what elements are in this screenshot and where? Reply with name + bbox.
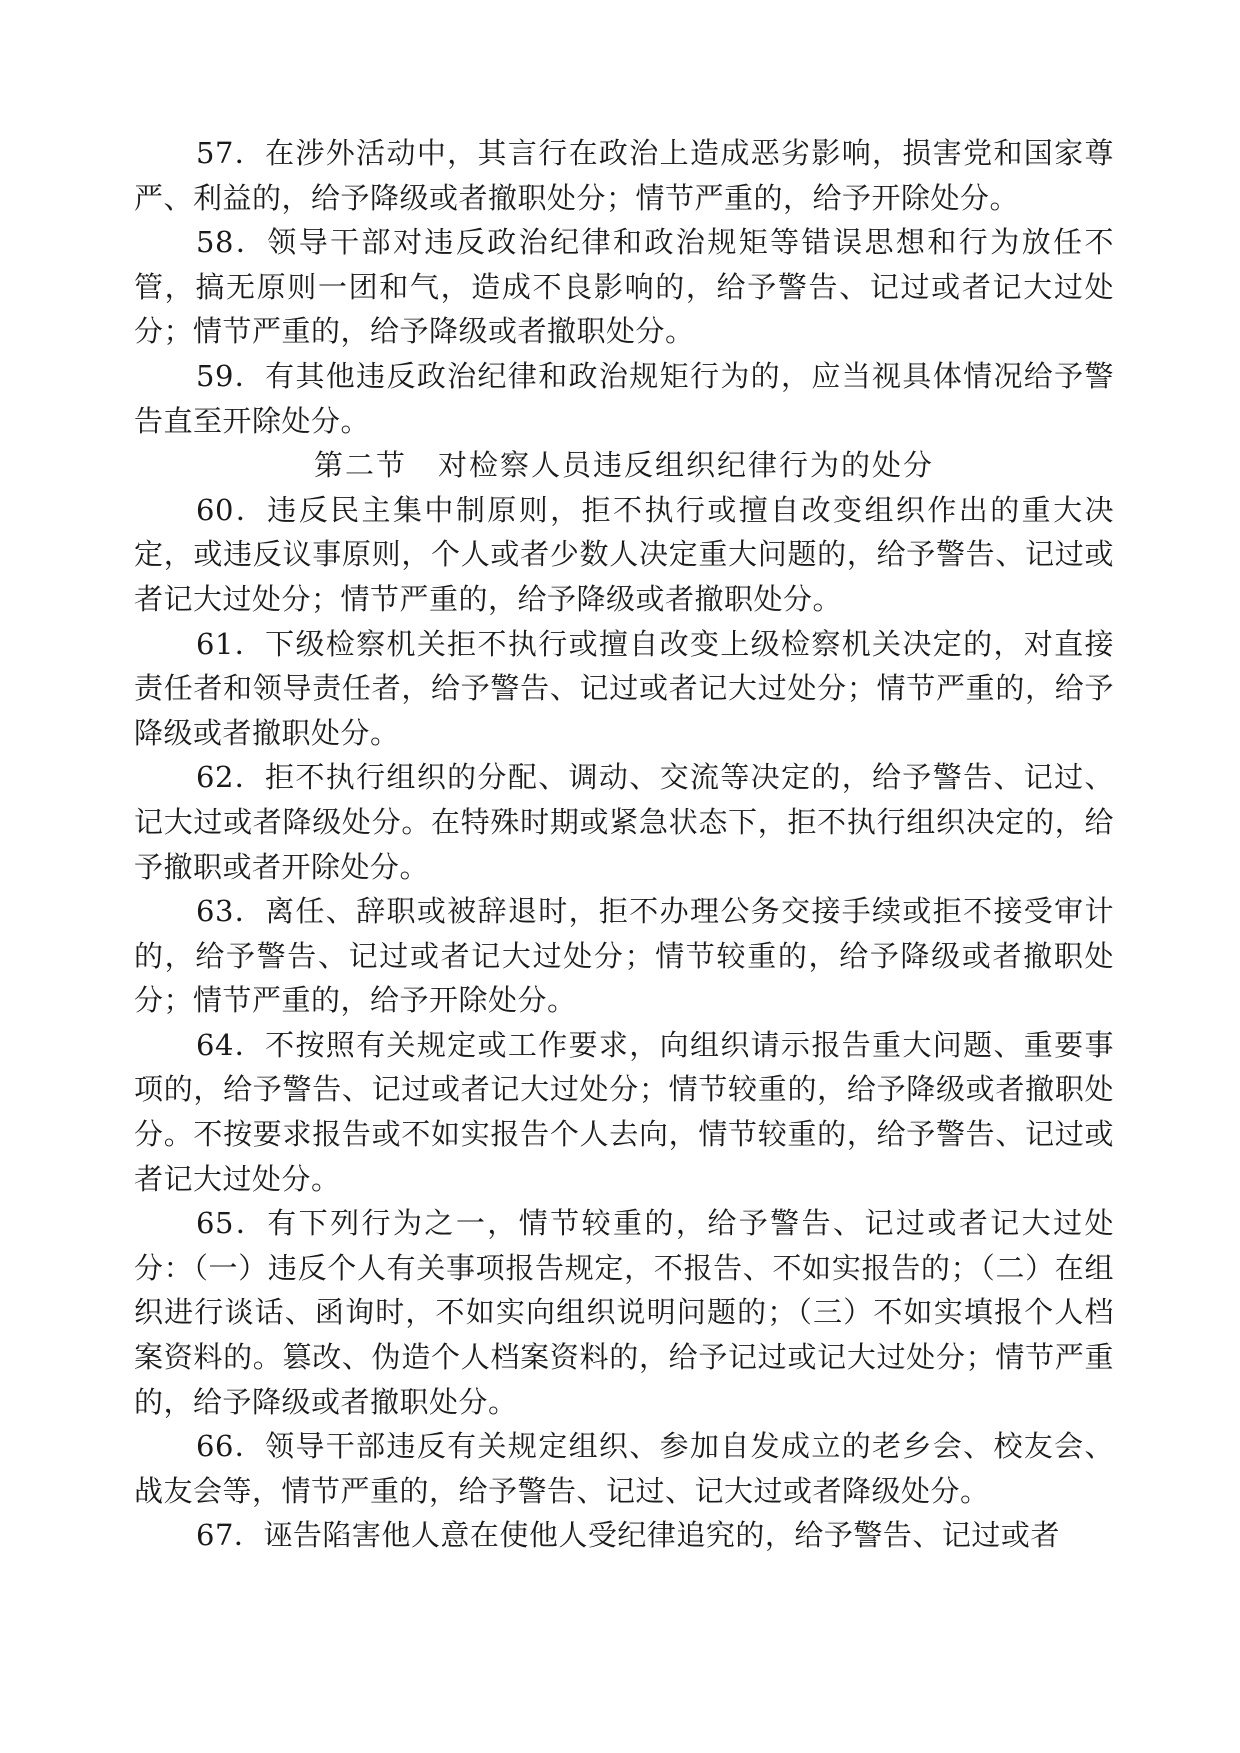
article-65: 65．有下列行为之一，情节较重的，给予警告、记过或者记大过处分：（一）违反个人有关事项报告规定，不报告、不如实报告的；（二）在组织进行谈话、函询时，不如实向组织说明问题的；（三）不如实填报个人档案资料的。篡改、伪造个人档案资料的，给予记过或记大过处分；情节严重的，给予降级或者撤职处分。: [134, 1206, 1114, 1419]
article-61: 61．下级检察机关拒不执行或擅自改变上级检察机关决定的，对直接责任者和领导责任者，给予警告、记过或者记大过处分；情节严重的，给予降级或者撤职处分。: [134, 626, 1114, 750]
article-63: 63．离任、辞职或被辞退时，拒不办理公务交接手续或拒不接受审计的，给予警告、记过或者记大过处分；情节较重的，给予降级或者撤职处分；情节严重的，给予开除处分。: [134, 894, 1114, 1018]
article-57: 57．在涉外活动中，其言行在政治上造成恶劣影响，损害党和国家尊严、利益的，给予降级或者撤职处分；情节严重的，给予开除处分。: [134, 136, 1114, 215]
article-58: 58．领导干部对违反政治纪律和政治规矩等错误思想和行为放任不管，搞无原则一团和气，造成不良影响的，给予警告、记过或者记大过处分；情节严重的，给予降级或者撤职处分。: [134, 225, 1114, 349]
section-heading: 第二节 对检察人员违反组织纪律行为的处分: [313, 448, 934, 483]
article-60: 60．违反民主集中制原则，拒不执行或擅自改变组织作出的重大决定，或违反议事原则，个人或者少数人决定重大问题的，给予警告、记过或者记大过处分；情节严重的，给予降级或者撤职处分。: [134, 492, 1114, 616]
article-62: 62．拒不执行组织的分配、调动、交流等决定的，给予警告、记过、记大过或者降级处分。在特殊时期或紧急状态下，拒不执行组织决定的，给予撤职或者开除处分。: [134, 760, 1114, 884]
article-67: 67．诬告陷害他人意在使他人受纪律追究的，给予警告、记过或者: [196, 1518, 1060, 1553]
document-page: [134, 131, 1114, 1558]
article-64: 64．不按照有关规定或工作要求，向组织请示报告重大问题、重要事项的，给予警告、记过或者记大过处分；情节较重的，给予降级或者撤职处分。不按要求报告或不如实报告个人去向，情节较重的，给予警告、记过或者记大过处分。: [134, 1027, 1114, 1196]
article-66: 66．领导干部违反有关规定组织、参加自发成立的老乡会、校友会、战友会等，情节严重的，给予警告、记过、记大过或者降级处分。: [134, 1429, 1114, 1508]
article-59: 59．有其他违反政治纪律和政治规矩行为的，应当视具体情况给予警告直至开除处分。: [134, 358, 1114, 438]
